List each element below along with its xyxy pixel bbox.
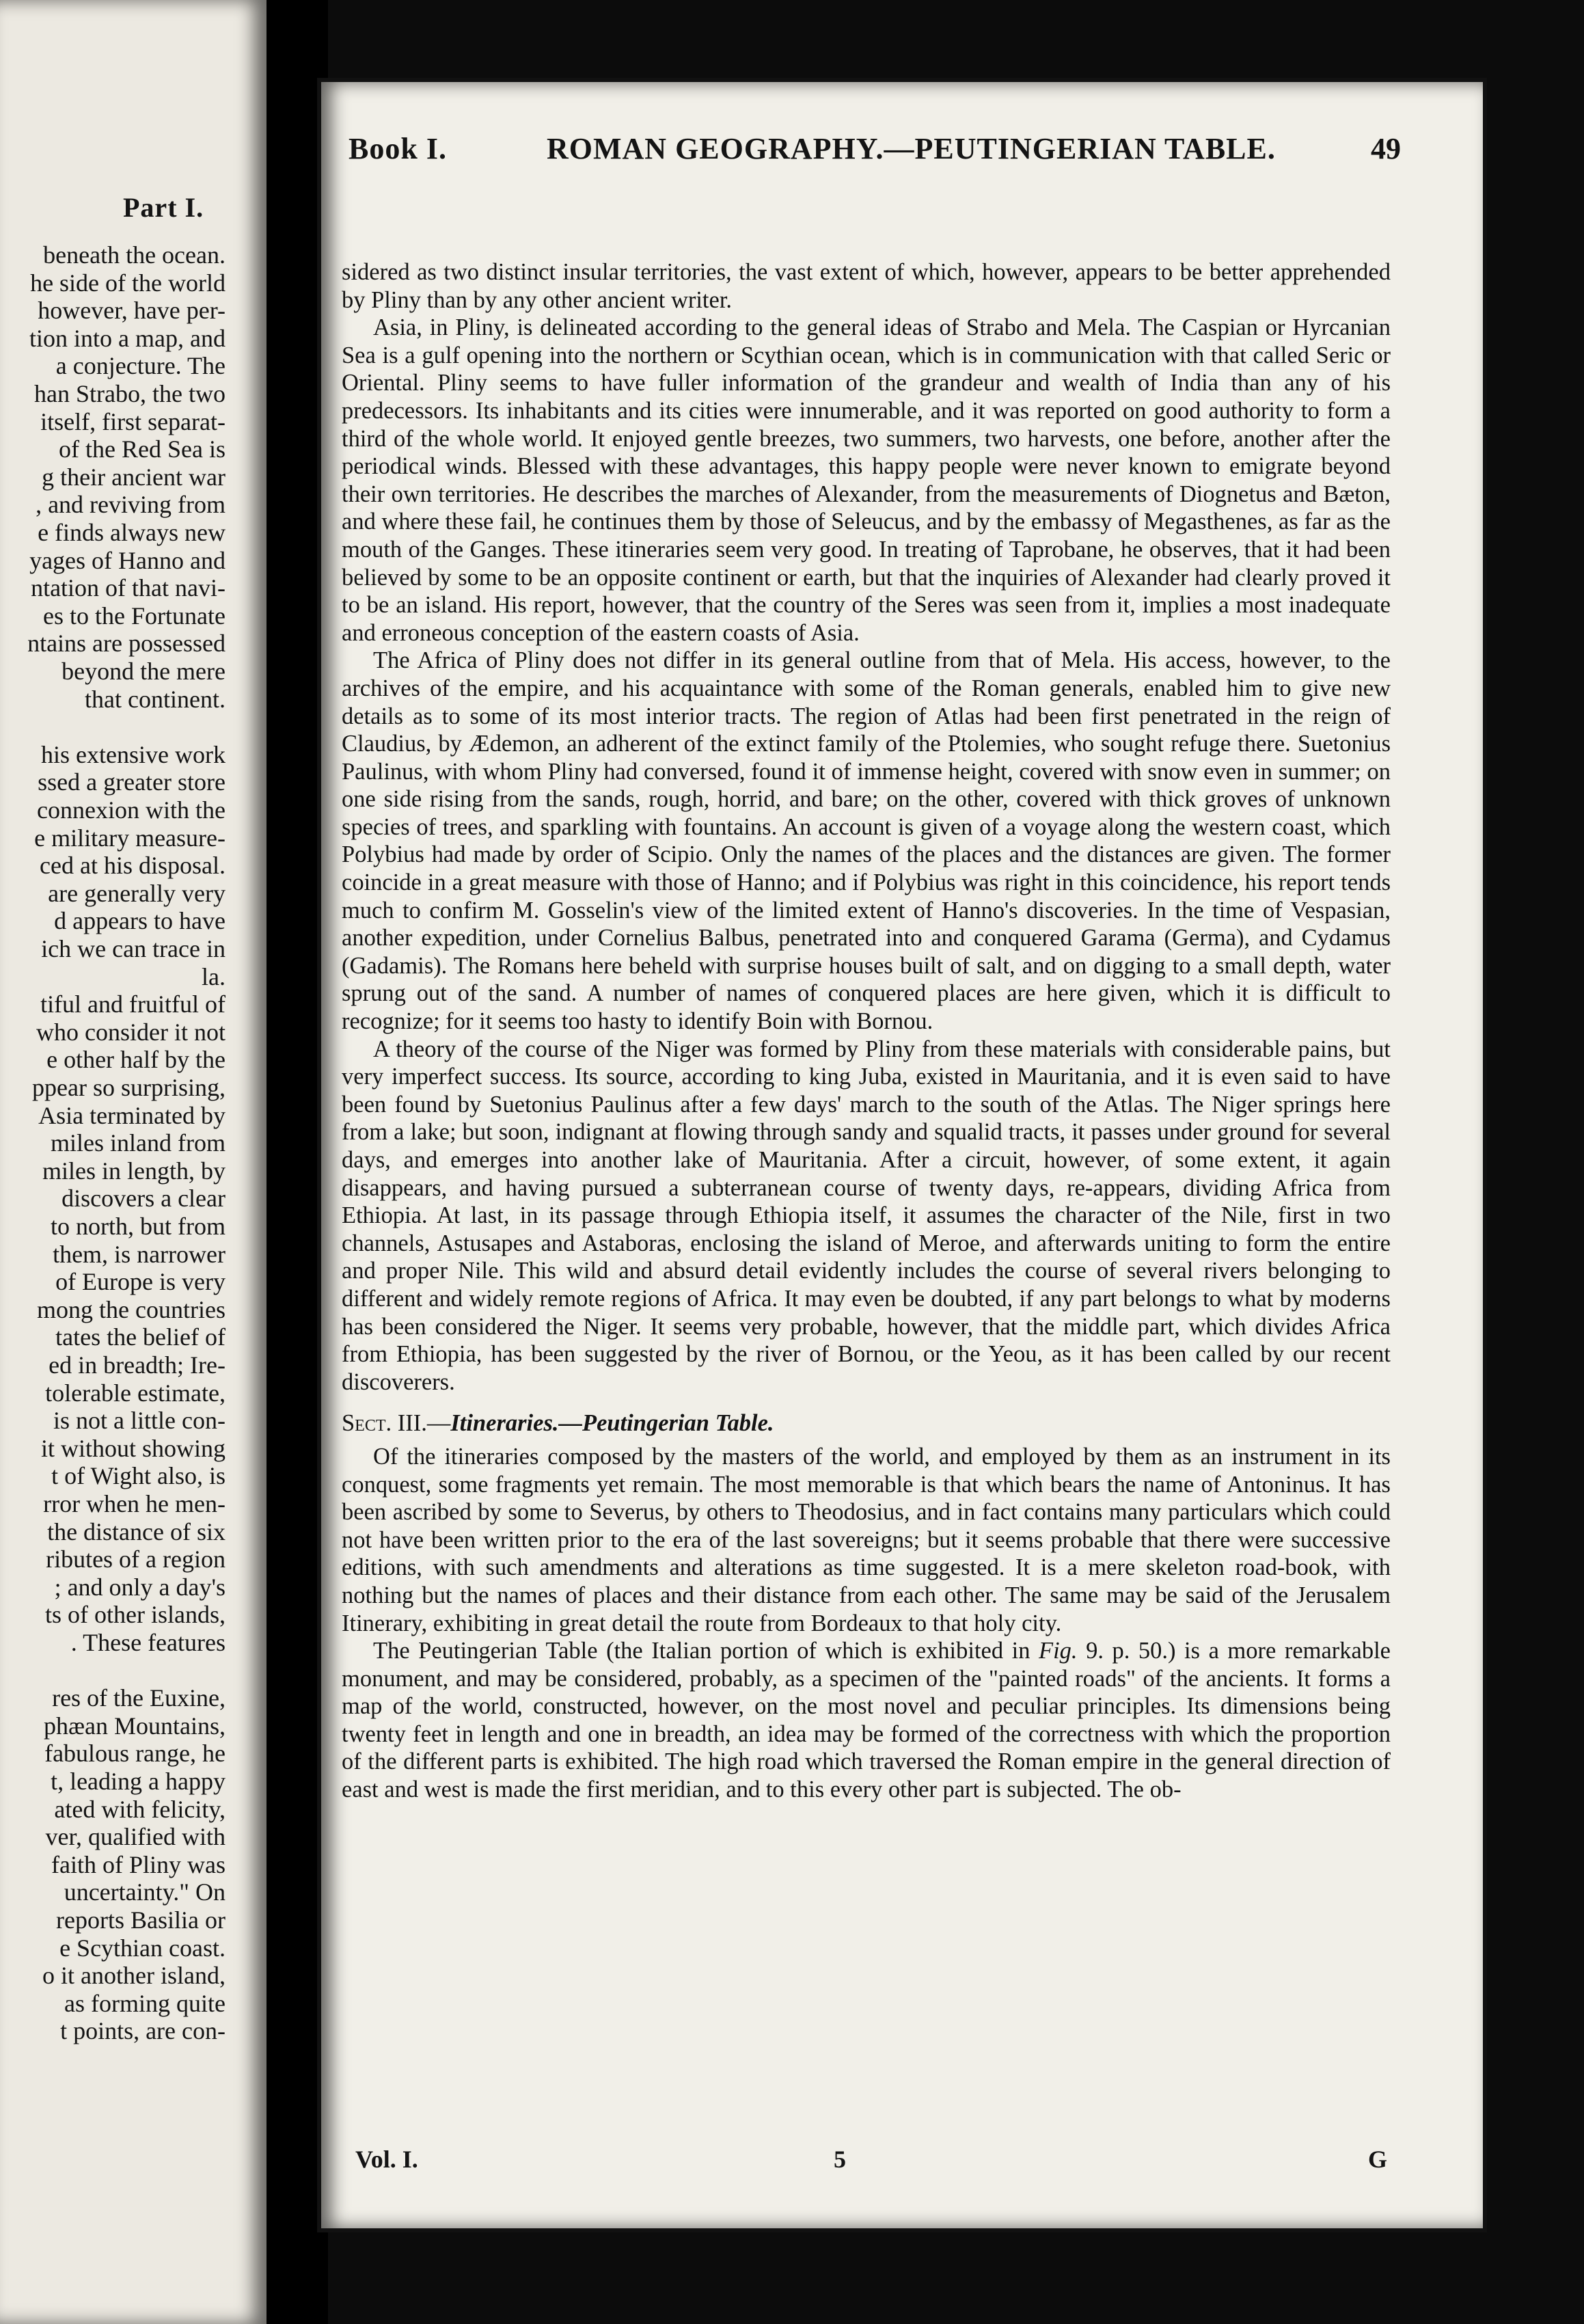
left-page-line: res of the Euxine, xyxy=(52,1684,226,1712)
header-title: ROMAN GEOGRAPHY.—PEUTINGERIAN TABLE. xyxy=(547,132,1276,165)
left-page-line: ich we can trace in xyxy=(41,935,226,962)
section-number: Sect. III.— xyxy=(342,1410,451,1437)
left-page-line: ntation of that navi- xyxy=(31,574,226,602)
left-page-line: ppear so surprising, xyxy=(32,1074,226,1101)
left-page-line: mong the countries xyxy=(37,1295,226,1323)
left-page-line: ssed a greater store xyxy=(38,768,226,796)
left-page-line: es to the Fortunate xyxy=(43,602,226,630)
left-page-line: discovers a clear xyxy=(62,1185,226,1213)
left-page-line: e military measure- xyxy=(34,824,226,852)
left-page-line: . These features xyxy=(70,1629,226,1656)
left-page-line: tion into a map, and xyxy=(29,324,226,352)
left-page-line: t, leading a happy xyxy=(51,1768,226,1795)
left-page-line: d appears to have xyxy=(54,907,226,935)
left-page-line: yages of Hanno and xyxy=(29,546,226,574)
left-page-line: who consider it not xyxy=(36,1018,226,1046)
left-page-line: t points, are con- xyxy=(60,2017,226,2045)
paragraph: Asia, in Pliny, is delineated according to the general ideas of Strabo and Mela. The Caspian or Hyrcanian Sea is a gulf opening into the northern or Scythian ocean, which is in communication with that called Seric or Oriental. Pliny seems to have fuller information of the grandeur and wealth of India than any of his predecessors. Its inhabitants and its cities were innumerable, and it was reported on good authority to form a third of the whole world. It enjoyed gentle breezes, two summers, two harvests, one before, another after the periodical winds. Blessed with these advantages, this happy people were never known to emigrate beyond their own territories. He describes the marches of Alexander, from the measurements of Diognetus and Bæton, and where these fail, he continues them by those of Seleucus, and by the embassy of Megasthenes, as far as the mouth of the Ganges. These itineraries seem very good. In treating of Taprobane, he observes, that it had been believed by some to be an opposite continent or earth, but that the inquiries of Alexander had clearly proved it to be an island. His report, however, that the country of the Seres was seen from it, implies a most inadequate and erroneous conception of the eastern coasts of Asia. xyxy=(342,314,1391,646)
left-page-line: e other half by the xyxy=(46,1046,226,1074)
left-page-line: o it another island, xyxy=(42,1962,226,1990)
left-page-line: tiful and fruitful of xyxy=(40,990,226,1018)
left-page-line: fabulous range, he xyxy=(44,1740,226,1768)
paragraph xyxy=(342,1637,1391,1804)
left-page-line: la. xyxy=(202,962,226,990)
left-page-line: phæan Mountains, xyxy=(44,1712,226,1740)
left-page-line: faith of Pliny was xyxy=(51,1850,226,1878)
left-page-line: the distance of six xyxy=(47,1517,226,1545)
left-page-line: ced at his disposal. xyxy=(40,852,226,880)
section-heading xyxy=(342,1409,1391,1437)
footer-signature-mark: G xyxy=(1367,2146,1387,2173)
left-page-line: beyond the mere xyxy=(62,658,226,685)
left-page-line: t of Wight also, is xyxy=(51,1462,226,1490)
left-page-line: itself, first separat- xyxy=(40,407,226,435)
left-page-line: of the Red Sea is xyxy=(59,435,226,463)
left-page-line: uncertainty." On xyxy=(64,1878,226,1906)
left-page-line: it without showing xyxy=(40,1434,226,1462)
left-page-line: e Scythian coast. xyxy=(59,1934,226,1962)
left-page-line: tates the belief of xyxy=(55,1323,226,1351)
left-page-line: as forming quite xyxy=(64,1989,226,2017)
paragraph: The Africa of Pliny does not differ in its general outline from that of Mela. His access, however, to the archives of the empire, and his acquaintance with some of the Roman generals, enabled him to give new details as to some of its most interior tracts. The region of Atlas had been first penetrated in the reign of Claudius, by Ædemon, an adherent of the extinct family of the Ptolemies, who sought refuge there. Suetonius Paulinus, with whom Pliny had conversed, found it of immense height, covered with snow even in summer; on one side rising from the sands, rough, horrid, and bare; on the other, covered with thick groves of unknown species of trees, and sparkling with fountains. An account is given of a voyage along the western coast, which Polybius had made by order of Scipio. Only the names of the places and the distances are given. The former coincide in a great measure with those of Hanno; and if Polybius was right in this coincidence, his report tends much to confirm M. Gosselin's view of the limited extent of Hanno's discoveries. In the time of Vespasian, another expedition, under Cornelius Balbus, penetrated into and conquered Garama (Germa), and Cydamus (Gadamis). The Romans here beheld with surprise houses built of salt, and on digging to a small depth, water sprung out of the sand. A number of names of conquered places are here given, which it is difficult to recognize; for it seems too hasty to identify Boin with Bornou. xyxy=(342,647,1391,1035)
left-page-line: are generally very xyxy=(48,879,226,907)
left-page-line: his extensive work xyxy=(41,740,226,768)
paragraph: sidered as two distinct insular territories, the vast extent of which, however, appears to be better apprehended by Pliny than by any other ancient writer. xyxy=(342,259,1391,313)
left-page-line: he side of the world xyxy=(30,269,226,297)
header-book: Book I. xyxy=(349,132,447,165)
left-page-line: ver, qualified with xyxy=(45,1823,226,1851)
left-page-line: is not a little con- xyxy=(53,1407,226,1435)
page-number: 49 xyxy=(1371,132,1401,165)
left-page-line: miles inland from xyxy=(51,1129,226,1157)
left-page-header: Part I. xyxy=(123,192,204,223)
left-page-line: miles in length, by xyxy=(42,1157,226,1185)
left-page-line: of Europe is very xyxy=(55,1268,226,1296)
left-page-line: ed in breadth; Ire- xyxy=(49,1351,226,1379)
left-page-line: ; and only a day's xyxy=(54,1573,226,1601)
paragraph: A theory of the course of the Niger was formed by Pliny from these materials with considerable pains, but very imperfect success. Its source, according to king Juba, existed in Mauritania, and it is even said to have been found by Suetonius Paulinus after a few days' march to the south of the Atlas. The Niger springs here from a lake; but soon, indignant at flowing through sandy and squalid tracts, it passes under ground for several days, and emerges into another lake of Mauritania. After a circuit, however, of some extent, it again disappears, and having pursued a subterranean course of twenty days, re-appears, dividing Africa from Ethiopia. At last, in its passage through Ethiopia itself, it assumes the character of the Nile, first in two channels, Astusapes and Astaboras, enclosing the island of Meroe, and afterwards uniting to form the entire and proper Nile. This wild and absurd detail evidently includes the course of several rivers belonging to different and widely remote regions of Africa. It may even be doubted, if any part belongs to what by moderns has been considered the Niger. It seems very probable, however, that the middle part, which divides Africa from Ethiopia, has been suggested by the river of Bornou, or the Yeou, as it has been called by our recent discoverers. xyxy=(342,1036,1391,1395)
facing-page-left xyxy=(0,0,267,2324)
paragraph: Of the itineraries composed by the masters of the world, and employed by them as an instrument in its conquest, some fragments yet remain. The most memorable is that which bears the name of Antoninus. It has been ascribed by some to Severus, by others to Theodosius, and in fact contains many particulars which could not have been written prior to the era of the last sovereigns; but it seems probable that there were successive editions, with such amendments and alterations as time suggested. It is a mere skeleton road-book, with nothing but the names of places and their distance from each other. The same may be said of the Jerusalem Itinerary, exhibiting in great detail the route from Bordeaux to that holy city. xyxy=(342,1443,1391,1636)
left-page-line: , and reviving from xyxy=(36,491,226,519)
footer-volume: Vol. I. xyxy=(355,2146,418,2173)
left-page-line: reports Basilia or xyxy=(56,1906,226,1934)
figure-reference: Fig. xyxy=(1039,1638,1078,1664)
left-page-line: that continent. xyxy=(85,685,226,713)
left-page-line: them, is narrower xyxy=(53,1240,226,1268)
left-page-line: ributes of a region xyxy=(46,1545,226,1573)
footer-signature: 5 xyxy=(834,2146,846,2173)
page-body xyxy=(342,258,1391,1804)
left-page-line: beneath the ocean. xyxy=(43,241,226,269)
running-header xyxy=(321,131,1401,172)
paragraph-text: 9. p. 50.) is a more remarkable monument, and may be considered, probably, as a specimen of the "painted roads" of the ancients. It forms a map of the world, constructed, however, on the most novel and peculiar principles. Its dimensions being twenty feet in length and one in breadth, an idea may be formed of the correctness with which the proportion of the different parts is exhibited. The high road which traversed the Roman empire in the general direction of east and west is made the first meridian, and to this every other part is subjected. The ob- xyxy=(342,1638,1391,1803)
left-page-line: tolerable estimate, xyxy=(45,1379,226,1407)
left-page-line: Asia terminated by xyxy=(38,1101,226,1129)
left-page-line: however, have per- xyxy=(38,297,226,325)
left-page-line: to north, but from xyxy=(51,1213,226,1240)
left-page-line: a conjecture. The xyxy=(55,352,226,380)
left-page-line: rror when he men- xyxy=(43,1490,226,1517)
paragraph-text: The Peutingerian Table (the Italian portion of which is exhibited in xyxy=(373,1638,1039,1664)
left-page-line: ated with felicity, xyxy=(54,1795,226,1823)
section-title: Itineraries.—Peutingerian Table. xyxy=(450,1410,774,1437)
left-page-line: connexion with the xyxy=(37,796,226,824)
book-gutter xyxy=(267,0,328,2324)
left-page-line: e finds always new xyxy=(38,519,226,546)
left-page-line: g their ancient war xyxy=(42,463,226,491)
left-page-line: ntains are possessed xyxy=(27,630,226,658)
left-page-line: ts of other islands, xyxy=(45,1601,226,1629)
left-page-line: han Strabo, the two xyxy=(34,380,226,407)
